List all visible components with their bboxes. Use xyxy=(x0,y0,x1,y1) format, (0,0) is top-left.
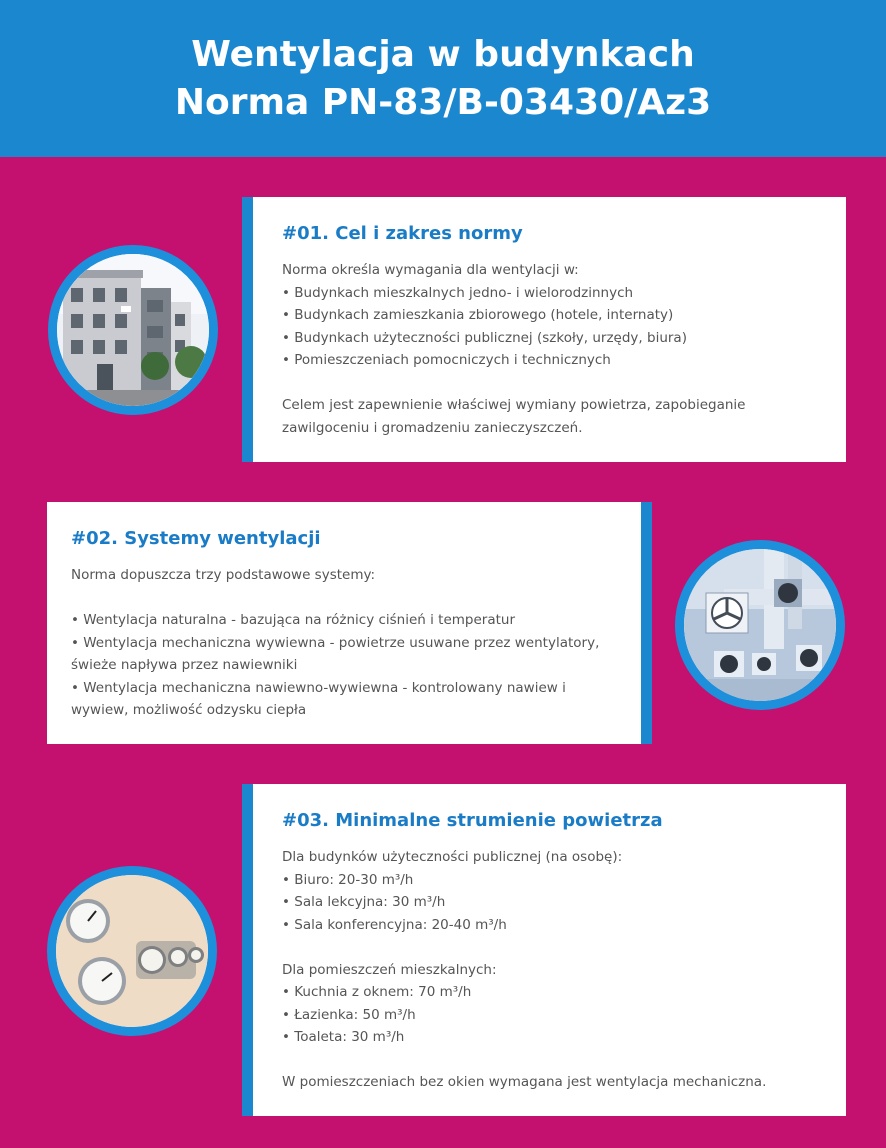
section3-title: #03. Minimalne strumienie powietrza xyxy=(282,810,663,831)
section3-card xyxy=(242,784,846,1116)
section1-outro-line1: Celem jest zapewnienie właściwej wymiany powietrza, zapobieganie xyxy=(282,397,746,413)
section3-body xyxy=(282,846,766,1094)
page-title-line1: Wentylacja w budynkach xyxy=(191,33,695,75)
ventilation-illustration xyxy=(684,549,836,701)
list-item-continuation: świeże napływa przez nawiewniki xyxy=(71,657,298,673)
ventilation-photo xyxy=(675,540,845,710)
section2-accent-bar xyxy=(641,502,652,744)
gauges-photo xyxy=(47,866,217,1036)
section1-accent-bar xyxy=(242,197,253,462)
list-item: • Toaleta: 30 m³/h xyxy=(282,1029,405,1045)
section1-body xyxy=(282,259,745,439)
list-item: • Wentylacja mechaniczna nawiewno-wywiewna - kontrolowany nawiew i xyxy=(71,679,566,696)
section3-public-intro: Dla budynków użyteczności publicznej (na osobę): xyxy=(282,849,623,865)
list-item: • Łazienka: 50 m³/h xyxy=(282,1006,416,1023)
building-photo xyxy=(48,245,218,415)
list-item: • Budynkach mieszkalnych jedno- i wielorodzinnych xyxy=(282,284,634,301)
list-item: • Sala konferencyjna: 20-40 m³/h xyxy=(282,916,507,933)
page-title-line2: Norma PN-83/B-03430/Az3 xyxy=(174,81,712,123)
list-item: • Pomieszczeniach pomocniczych i technicznych xyxy=(282,352,611,368)
section2-intro: Norma dopuszcza trzy podstawowe systemy: xyxy=(71,567,376,583)
list-item: • Budynkach zamieszkania zbiorowego (hotele, internaty) xyxy=(282,307,674,323)
section3-accent-bar xyxy=(242,784,253,1116)
list-item: • Biuro: 20-30 m³/h xyxy=(282,871,414,888)
list-item: • Budynkach użyteczności publicznej (szkoły, urzędy, biura) xyxy=(282,329,687,346)
section1-outro-line2: zawilgoceniu i gromadzeniu zanieczyszczeń. xyxy=(282,419,583,436)
section2-body xyxy=(71,564,599,722)
list-item: • Sala lekcyjna: 30 m³/h xyxy=(282,894,446,910)
list-item: • Wentylacja naturalna - bazująca na różnicy ciśnień i temperatur xyxy=(71,612,516,628)
section3-residential-intro: Dla pomieszczeń mieszkalnych: xyxy=(282,961,497,978)
list-item-continuation: wywiew, możliwość odzysku ciepła xyxy=(71,702,307,718)
section2-title: #02. Systemy wentylacji xyxy=(71,528,321,549)
section1-card xyxy=(242,197,846,462)
section2-card xyxy=(47,502,652,744)
building-illustration xyxy=(57,254,209,406)
page-header xyxy=(0,0,886,157)
section1-title: #01. Cel i zakres normy xyxy=(282,223,523,244)
list-item: • Kuchnia z oknem: 70 m³/h xyxy=(282,984,472,1000)
list-item: • Wentylacja mechaniczna wywiewna - powietrze usuwane przez wentylatory, xyxy=(71,634,600,651)
section3-note: W pomieszczeniach bez okien wymagana jest wentylacja mechaniczna. xyxy=(282,1074,767,1090)
section1-intro: Norma określa wymagania dla wentylacji w: xyxy=(282,262,579,278)
gauges-illustration xyxy=(56,875,208,1027)
